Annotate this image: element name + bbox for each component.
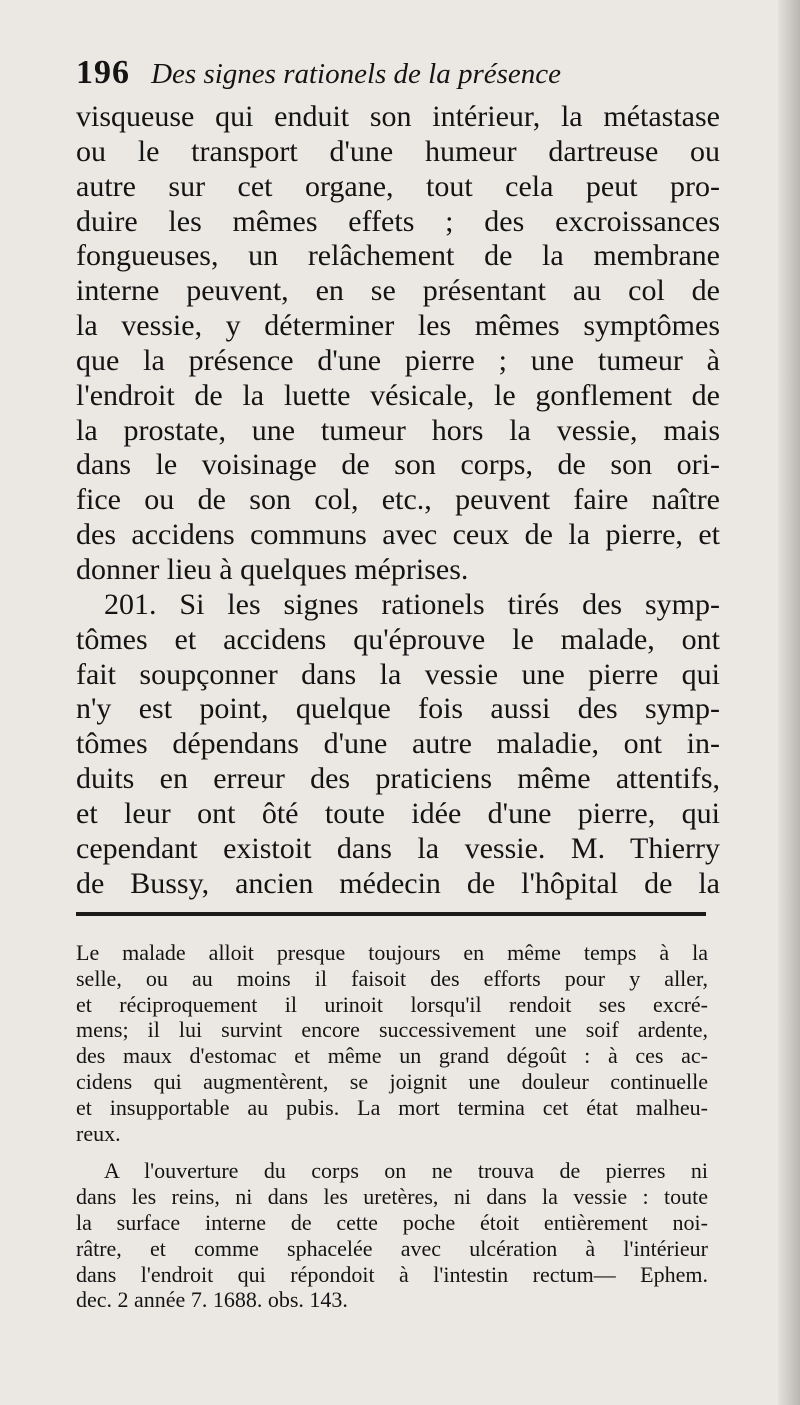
- footnote-line: dec. 2 année 7. 1688. obs. 143.: [76, 1287, 348, 1313]
- text-line: fongueuses, un relâchement de la membrane: [76, 239, 720, 273]
- running-title: Des signes rationels de la présence: [151, 58, 562, 90]
- text-line: n'y est point, quelque fois aussi des symp-: [76, 692, 720, 726]
- text-line: la vessie, y déterminer les mêmes symptômes: [76, 309, 720, 343]
- page-edge-shadow: [778, 0, 800, 1405]
- text-line: fait soupçonner dans la vessie une pierre qui: [76, 657, 720, 691]
- footnotes: [76, 940, 708, 1313]
- footnote-line: Le malade alloit presque toujours en même temps à la: [76, 940, 708, 965]
- text-line: des accidens communs avec ceux de la pierre, et: [76, 518, 720, 552]
- text-line: dans le voisinage de son corps, de son ori-: [76, 448, 720, 482]
- footnote-line: des maux d'estomac et même un grand dégoût : à ces ac-: [76, 1043, 708, 1069]
- text-line: tômes et accidens qu'éprouve le malade, ont: [76, 622, 720, 656]
- footnote-line: A l'ouverture du corps on ne trouva de pierres ni: [104, 1158, 708, 1184]
- footnote-gap: [76, 1146, 708, 1158]
- footnote-line: et insupportable au pubis. La mort termina cet état malheu-: [76, 1094, 708, 1120]
- main-text: [76, 100, 720, 901]
- footnote-line: râtre, et comme sphacelée avec ulcération à l'intérieur: [76, 1235, 708, 1261]
- text-line: de Bussy, ancien médecin de l'hôpital de la: [76, 866, 720, 900]
- footnote-line: dans les reins, ni dans les uretères, ni dans la vessie : toute: [76, 1184, 708, 1210]
- text-line: cependant existoit dans la vessie. M. Thierry: [76, 831, 720, 865]
- page-header: [76, 54, 726, 104]
- text-line: la prostate, une tumeur hors la vessie, mais: [76, 413, 720, 447]
- footnote-line: reux.: [76, 1120, 121, 1146]
- text-line: que la présence d'une pierre ; une tumeur à: [76, 343, 720, 377]
- footnote-line: et réciproquement il urinoit lorsqu'il rendoit ses excré-: [76, 991, 708, 1017]
- footnote-line: dans l'endroit qui répondoit à l'intestin rectum— Ephem.: [76, 1261, 708, 1287]
- paragraph-201-start: 201. Si les signes rationels tirés des symp-: [104, 587, 720, 621]
- text-line: duire les mêmes effets ; des excroissances: [76, 204, 720, 238]
- text-line: autre sur cet organe, tout cela peut pro-: [76, 169, 720, 203]
- text-line: tômes dépendans d'une autre maladie, ont in-: [76, 727, 720, 761]
- footnote-line: mens; il lui survint encore successivement une soif ardente,: [76, 1017, 708, 1043]
- text-line: ou le transport d'une humeur dartreuse ou: [76, 134, 720, 168]
- text-line: l'endroit de la luette vésicale, le gonflement de: [76, 378, 720, 412]
- text-line: interne peuvent, en se présentant au col de: [76, 274, 720, 308]
- footnote-line: selle, ou au moins il faisoit des efforts pour y aller,: [76, 965, 708, 991]
- page-number: 196: [76, 54, 130, 91]
- text-line: visqueuse qui enduit son intérieur, la métastase: [76, 100, 720, 133]
- text-line: et leur ont ôté toute idée d'une pierre, qui: [76, 796, 720, 830]
- footnote-divider: [76, 912, 706, 916]
- footnote-line: cidens qui augmentèrent, se joignit une douleur continuelle: [76, 1068, 708, 1094]
- text-line: fice ou de son col, etc., peuvent faire naître: [76, 483, 720, 517]
- footnote-line: la surface interne de cette poche étoit entièrement noi-: [76, 1209, 708, 1235]
- text-line: duits en erreur des praticiens même attentifs,: [76, 762, 720, 796]
- text-line: donner lieu à quelques méprises.: [76, 552, 469, 586]
